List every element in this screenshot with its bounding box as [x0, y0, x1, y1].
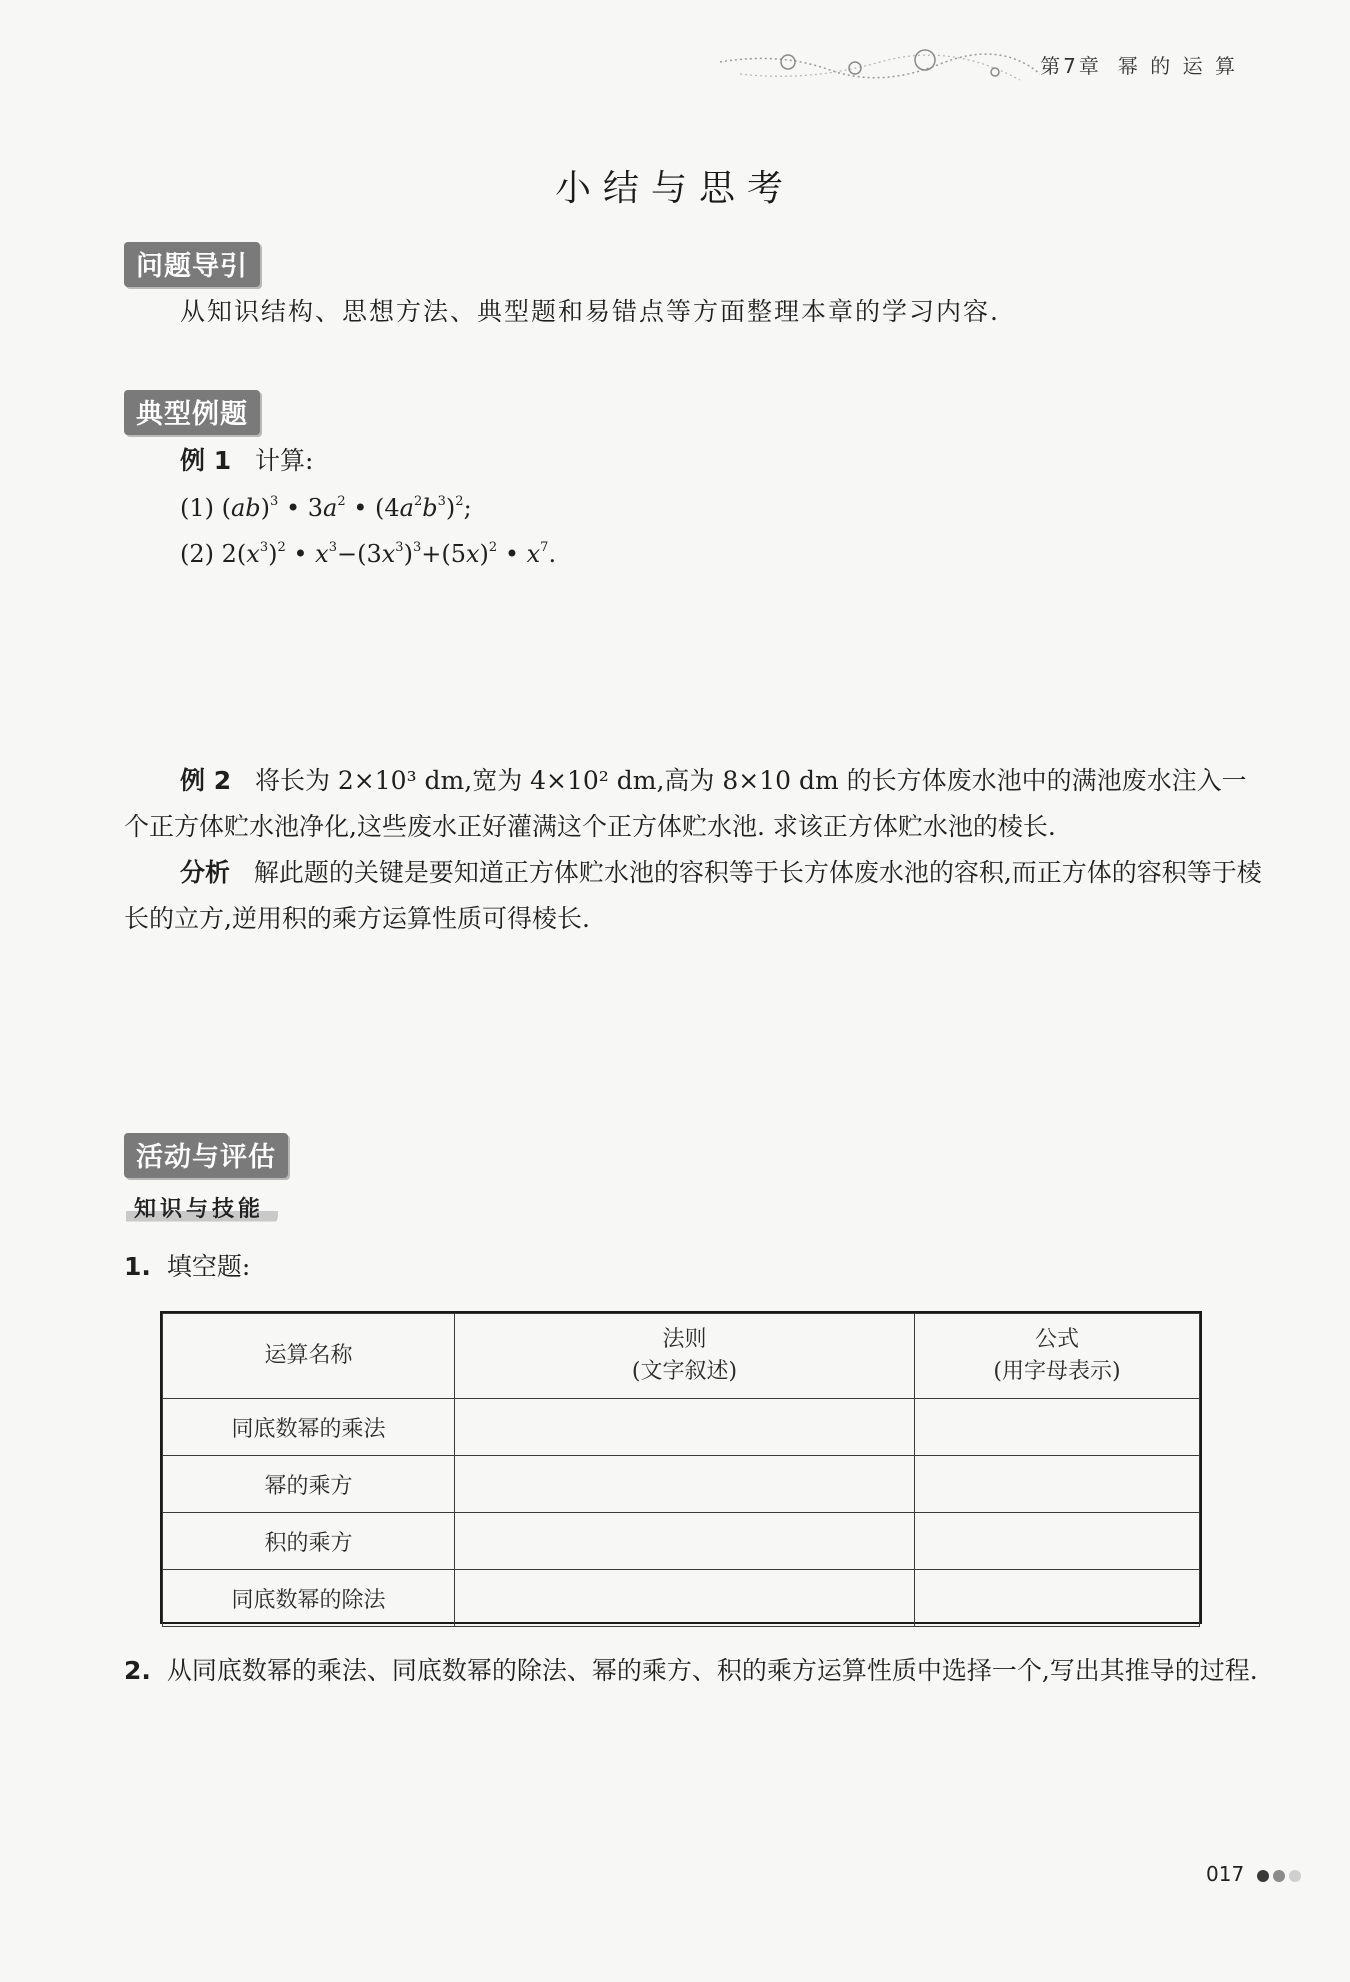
table-header-row — [163, 1314, 1200, 1399]
row-operation-name: 幂的乘方 — [163, 1456, 455, 1513]
section-label-examples: 典型例题 — [124, 390, 260, 435]
running-header — [1040, 50, 1238, 79]
question-1-text: 填空题: — [166, 1252, 251, 1281]
intro-text: 从知识结构、思想方法、典型题和易错点等方面整理本章的学习内容. — [180, 297, 1000, 326]
example1-label: 例 1 — [180, 446, 232, 475]
question-2-text: 从同底数幂的乘法、同底数幂的除法、幂的乘方、积的乘方运算性质中选择一个,写出其推导的过程. — [166, 1656, 1258, 1685]
row-formula-blank[interactable] — [915, 1570, 1200, 1627]
table-row — [163, 1399, 1200, 1456]
row-rule-blank[interactable] — [455, 1399, 915, 1456]
row-rule-blank[interactable] — [455, 1570, 915, 1627]
analysis-label: 分析 — [180, 858, 231, 887]
row-operation-name: 积的乘方 — [163, 1513, 455, 1570]
header-operation-label: 运算名称 — [264, 1343, 353, 1368]
question-2-number: 2. — [124, 1656, 151, 1685]
row-operation-name: 同底数幂的除法 — [163, 1570, 455, 1627]
table-row — [163, 1513, 1200, 1570]
page-dot-icon — [1273, 1870, 1285, 1882]
header-rule-label: 法则 — [662, 1327, 707, 1352]
chapter-number: 第7章 — [1040, 54, 1102, 78]
header-decoration — [720, 42, 1040, 92]
example1-item2: (2) $2(x^3)^2$ • $x^3-(3x^3)^3+(5x)^2$ • $x^7$. — [180, 540, 557, 568]
row-rule-blank[interactable] — [455, 1513, 915, 1570]
example1-prompt: 计算: — [254, 446, 314, 475]
page-number: 017 — [1206, 1862, 1245, 1886]
section-label-activities: 活动与评估 — [124, 1133, 288, 1178]
row-formula-blank[interactable] — [915, 1513, 1200, 1570]
section-label-intro: 问题导引 — [124, 242, 260, 287]
page-dot-icon — [1289, 1870, 1301, 1882]
chapter-title: 幂 的 运 算 — [1117, 54, 1238, 78]
header-formula-label: 公式 — [1034, 1327, 1079, 1352]
table-header-rule — [455, 1314, 915, 1399]
example1-item1: (1) (ab)$^3$ • $3a^2$ • $(4a^2b^3)^2$; — [180, 494, 472, 522]
header-rule-sublabel: (文字叙述) — [631, 1359, 738, 1384]
table-header-formula — [915, 1314, 1200, 1399]
page-title: 小结与思考 — [554, 168, 795, 209]
table-header-operation — [163, 1314, 455, 1399]
page-dot-icon — [1257, 1870, 1269, 1882]
rules-table — [160, 1311, 1202, 1624]
section-label-knowledge: 知识与技能 — [126, 1192, 278, 1227]
analysis-text: 解此题的关键是要知道正方体贮水池的容积等于长方体废水池的容积,而正方体的容积等于棱长的立方,逆用积的乘方运算性质可得棱长. — [124, 858, 1262, 933]
row-formula-blank[interactable] — [915, 1456, 1200, 1513]
header-formula-sublabel: (用字母表示) — [993, 1359, 1121, 1384]
row-operation-name: 同底数幂的乘法 — [163, 1399, 455, 1456]
question-2 — [124, 1648, 1280, 1694]
table-row — [163, 1570, 1200, 1627]
analysis-paragraph — [124, 850, 1264, 942]
example1-item1-number: (1) — [180, 494, 214, 522]
row-formula-blank[interactable] — [915, 1399, 1200, 1456]
example2-paragraph — [124, 758, 1264, 850]
question-1 — [124, 1248, 250, 1286]
question-1-number: 1. — [124, 1252, 151, 1281]
row-rule-blank[interactable] — [455, 1456, 915, 1513]
example1-item2-number: (2) — [180, 540, 214, 568]
example1-heading — [180, 442, 313, 480]
table-row — [163, 1456, 1200, 1513]
example2-text: 将长为 2×10³ dm,宽为 4×10² dm,高为 8×10 dm 的长方体废水池中的满池废水注入一个正方体贮水池净化,这些废水正好灌满这个正方体贮水池. 求该正方体贮水池的棱长. — [124, 766, 1247, 841]
example2-label: 例 2 — [180, 766, 232, 795]
page-footer — [1206, 1862, 1301, 1886]
